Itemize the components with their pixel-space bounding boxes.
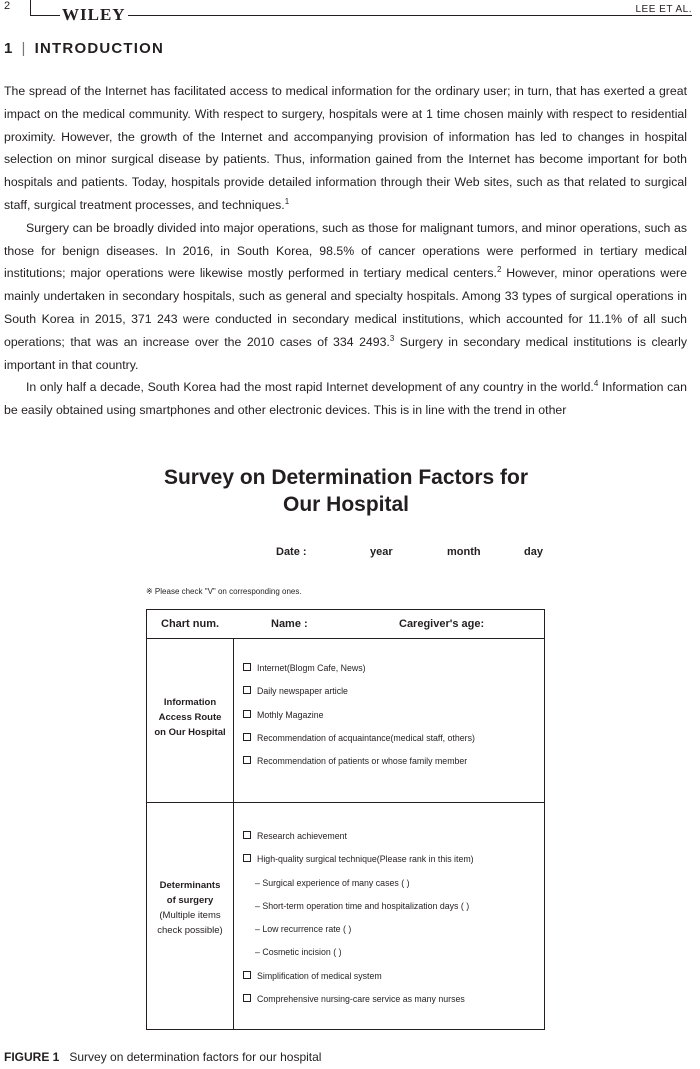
- determinants-label: [147, 878, 233, 938]
- column-divider: [233, 638, 234, 1029]
- citation-ref[interactable]: 1: [284, 196, 290, 206]
- section-heading: [4, 40, 164, 57]
- label-line: of surgery: [166, 895, 214, 906]
- publisher-logo: WILEY: [62, 5, 126, 24]
- option-label: Recommendation of acquaintance(medical staff, others): [257, 733, 475, 743]
- sub-option-cosmetic[interactable]: – Cosmetic incision ( ): [255, 947, 342, 957]
- option-technique[interactable]: [243, 854, 474, 864]
- form-header-row: [147, 610, 544, 639]
- option-acquaintance[interactable]: [243, 733, 475, 743]
- checkbox[interactable]: [243, 971, 251, 979]
- header-rule: [30, 15, 692, 16]
- label-line: (Multiple items: [159, 910, 221, 921]
- paragraph-text: Information can be easily obtained using smartphones and other electronic devices. This is in line with the trend in other: [4, 380, 687, 418]
- option-newspaper[interactable]: [243, 686, 348, 696]
- header-tick: [30, 0, 31, 15]
- option-label: Comprehensive nursing-care service as many nurses: [257, 994, 465, 1004]
- option-internet[interactable]: [243, 663, 366, 673]
- checkbox[interactable]: [243, 994, 251, 1002]
- date-label: Date :: [276, 546, 307, 558]
- option-label: High-quality surgical technique(Please rank in this item): [257, 854, 474, 864]
- page-number: 2: [4, 0, 11, 12]
- survey-form-figure: [146, 464, 550, 1034]
- form-title: [146, 464, 546, 518]
- option-nursing[interactable]: [243, 994, 465, 1004]
- sub-option-experience[interactable]: – Surgical experience of many cases ( ): [255, 878, 410, 888]
- paragraph-text: The spread of the Internet has facilitated access to medical information for the ordinary user; in turn, that has exerted a great impact on the medical community. With respect to surgery, hospitals were at 1 time chosen mainly with respect to residential proximity. However, the growth of the Internet and accompanying provision of information has led to changes in hospital selection on minor surgical disease by patients. Thus, information gained from the Internet has become important for both hospitals and patients. Today, hospitals provide detailed information through their Web sites, such as that related to surgical staff, surgical treatment processes, and techniques.: [4, 84, 687, 212]
- paragraph-text: Surgery can be broadly divided into major operations, such as those for malignant tumors, and minor operations, such as those for benign diseases. In 2016, in South Korea, 98.5% of cancer operations were performed in tertiary medical institutions; major operations were likewise mostly performed in tertiary medical centers.: [4, 220, 687, 281]
- citation-ref[interactable]: 4: [593, 379, 599, 389]
- body-text: [4, 80, 687, 422]
- option-label: Internet(Blogm Cafe, News): [257, 663, 366, 673]
- running-author: LEE ET AL.: [635, 4, 692, 15]
- name-label: Name :: [271, 618, 308, 630]
- option-research[interactable]: [243, 831, 347, 841]
- label-line: Determinants: [159, 880, 221, 891]
- sub-option-short-term[interactable]: – Short-term operation time and hospitalization days ( ): [255, 901, 470, 911]
- month-label: month: [447, 546, 481, 558]
- row-divider: [147, 802, 544, 803]
- option-magazine[interactable]: [243, 710, 324, 720]
- sub-option-recurrence[interactable]: – Low recurrence rate ( ): [255, 924, 352, 934]
- citation-ref[interactable]: 3: [389, 333, 395, 343]
- paragraph-text: Surgery in secondary medical institutions is clearly important in that country.: [4, 334, 687, 372]
- figure-label: FIGURE 1: [4, 1050, 60, 1064]
- info-access-label: [147, 695, 233, 740]
- check-note: ※ Please check "V" on corresponding ones.: [146, 587, 302, 596]
- checkbox[interactable]: [243, 733, 251, 741]
- option-label: Recommendation of patients or whose family member: [257, 756, 468, 766]
- checkbox[interactable]: [243, 831, 251, 839]
- paragraph: [4, 217, 687, 377]
- paragraph: [4, 80, 687, 217]
- figure-caption: [4, 1050, 321, 1064]
- form-table: [146, 609, 545, 1030]
- form-title-line: Survey on Determination Factors for: [163, 466, 529, 489]
- paragraph-text: However, minor operations were mainly undertaken in secondary hospitals, such as general and specialty hospitals. Among 33 types of surgical operations in South Korea in 2015, 371 243 were conducted in secondary medical institutions, which accounted for 11.1% of all such operations; that was an increase over the 2010 cases of 334 2493.: [4, 266, 687, 349]
- figure-caption-text: Survey on determination factors for our hospital: [69, 1050, 322, 1064]
- option-patients[interactable]: [243, 756, 467, 766]
- paragraph-text: In only half a decade, South Korea had the most rapid Internet development of any country in the world.: [26, 380, 594, 395]
- option-label: Mothly Magazine: [257, 710, 324, 720]
- label-line: check possible): [157, 925, 223, 936]
- chart-num-label: Chart num.: [161, 618, 220, 630]
- year-label: year: [370, 546, 393, 558]
- checkbox[interactable]: [243, 686, 251, 694]
- label-line: Information: [163, 697, 217, 708]
- checkbox[interactable]: [243, 756, 251, 764]
- form-title-line: Our Hospital: [282, 493, 409, 516]
- label-line: Access Route: [158, 712, 222, 723]
- option-label: Simplification of medical system: [257, 971, 382, 981]
- section-title: INTRODUCTION: [34, 40, 165, 57]
- checkbox[interactable]: [243, 854, 251, 862]
- citation-ref[interactable]: 2: [496, 265, 502, 275]
- option-label: Research achievement: [257, 831, 347, 841]
- checkbox[interactable]: [243, 710, 251, 718]
- option-simplification[interactable]: [243, 971, 382, 981]
- section-separator: |: [21, 40, 27, 57]
- caregiver-age-label: Caregiver's age:: [399, 618, 485, 630]
- checkbox[interactable]: [243, 663, 251, 671]
- day-label: day: [524, 546, 543, 558]
- label-line: on Our Hospital: [154, 727, 226, 738]
- paragraph: [4, 376, 687, 422]
- option-label: Daily newspaper article: [257, 686, 348, 696]
- section-number: 1: [4, 40, 14, 57]
